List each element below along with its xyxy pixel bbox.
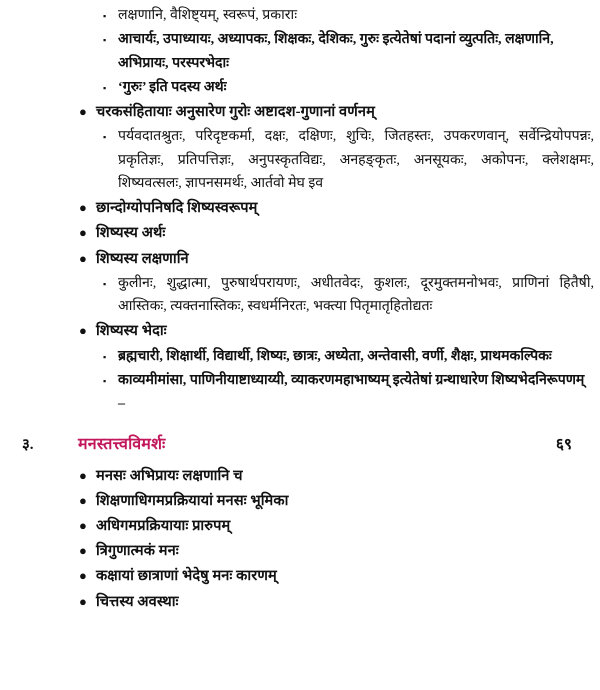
toc-entry[interactable]	[0, 4, 600, 27]
toc-entry-label: आचार्यः, उपाध्यायः, अध्यापकः, शिक्षकः, देशिकः, गुरुः इत्येतेषां पदानां व्युत्पतिः, लक्षणानि, अभिप्रायः, परस्परभेदाः	[118, 31, 554, 71]
section-title[interactable]: मनस्तत्त्वविमर्शः	[78, 435, 166, 453]
toc-entry-label: चित्तस्य अवस्थाः	[96, 593, 179, 610]
toc-entry[interactable]	[0, 76, 600, 99]
toc-entry[interactable]	[0, 345, 600, 368]
toc-entry[interactable]	[0, 247, 600, 271]
toc-entry[interactable]	[0, 221, 600, 245]
section-page-number: ६९	[555, 435, 572, 453]
square-bullet-icon: ▪	[103, 82, 107, 93]
square-bullet-icon: ▪	[103, 278, 107, 289]
toc-entry-label: शिष्यस्य लक्षणानि	[96, 250, 189, 267]
toc-entry-label: अधिगमप्रक्रियायाः प्रारुपम्	[96, 517, 231, 534]
toc-entry[interactable]	[0, 590, 600, 614]
section-number: ३.	[22, 436, 34, 453]
square-bullet-icon: ▪	[103, 375, 107, 386]
round-bullet-icon: ●	[79, 323, 87, 339]
toc-entry-label: पर्यवदातश्रुतः, परिदृष्टकर्मा, दक्षः, दक्षिणः, शुचिः, जितहस्तः, उपकरणवान्, सर्वेन्द्रियोपपन्नः, प्रकृतिज्ञः, प्रतिपत्तिज्ञः, अनुपस्कृतविद्यः, अनहङ्कृतः, अनसूयकः, अकोपनः, क्लेशक्षमः, शिष्यवत्सलः, ज्ञापनसमर्थः, आर्तवो मेघ इव	[118, 128, 594, 191]
toc-entry[interactable]	[0, 196, 600, 220]
toc-entry-label: शिष्यस्य भेदाः	[96, 323, 167, 340]
toc-entry-label: लक्षणानि, वैशिष्ट्यम्, स्वरूपं, प्रकाराः	[118, 7, 298, 23]
toc-entry-label: चरकसंहितायाः अनुसारेण गुरोः अष्टादश-गुणानां वर्णनम्	[96, 104, 375, 121]
toc-entry[interactable]	[0, 564, 600, 588]
toc-entry-label: ब्रह्मचारी, शिक्षार्थी, विद्यार्थी, शिष्यः, छात्रः, अध्येता, अन्तेवासी, वर्णी, शैक्षः, प्राथमकल्पिकः	[118, 347, 552, 364]
round-bullet-icon: ●	[79, 517, 87, 533]
continued-section-list	[0, 4, 600, 416]
toc-entry-label: कक्षायां छात्राणां भेदेषु मनः कारणम्	[96, 568, 277, 585]
toc-entry-label: काव्यमीमांसा, पाणिनीयाष्टाध्याय्यी, व्याकरणमहाभाष्यम् इत्येतेषां ग्रन्थाधारेण शिष्यभेदनिरूपणम् –	[118, 371, 585, 412]
section-heading-row[interactable]	[0, 432, 600, 458]
round-bullet-icon: ●	[79, 568, 87, 584]
toc-entry[interactable]	[0, 125, 600, 195]
toc-entry[interactable]	[0, 272, 600, 319]
toc-entry-label: मनसः अभिप्रायः लक्षणानि च	[96, 467, 243, 484]
toc-entry[interactable]	[0, 514, 600, 538]
toc-entry-label: त्रिगुणात्मकं मनः	[96, 543, 179, 560]
toc-entry[interactable]	[0, 319, 600, 343]
round-bullet-icon: ●	[79, 250, 87, 266]
round-bullet-icon: ●	[79, 543, 87, 559]
round-bullet-icon: ●	[79, 225, 87, 241]
round-bullet-icon: ●	[79, 467, 87, 483]
toc-entry[interactable]	[0, 369, 600, 416]
square-bullet-icon: ▪	[103, 35, 107, 46]
toc-entry-label: कुलीनः, शुद्धात्मा, पुरुषार्थपरायणः, अधीतवेदः, कुशलः, दूरमुक्तमनोभवः, प्राणिनां हितैषी, आस्तिकः, त्यक्तनास्तिकः, स्वधर्मनिरतः, भक्त्या पितृमातृहितोद्यतः	[118, 274, 594, 315]
toc-entry[interactable]	[0, 489, 600, 513]
round-bullet-icon: ●	[79, 104, 87, 120]
round-bullet-icon: ●	[79, 200, 87, 216]
round-bullet-icon: ●	[79, 492, 87, 508]
toc-entry[interactable]	[0, 539, 600, 563]
square-bullet-icon: ▪	[103, 132, 107, 143]
round-bullet-icon: ●	[79, 593, 87, 609]
toc-entry-label: शिष्यस्य अर्थः	[96, 225, 166, 242]
section-entry-list	[0, 464, 600, 614]
square-bullet-icon: ▪	[103, 351, 107, 362]
toc-entry[interactable]	[0, 28, 600, 75]
toc-entry[interactable]	[0, 464, 600, 488]
square-bullet-icon: ▪	[103, 11, 107, 21]
toc-entry-label: शिक्षणाधिगमप्रक्रियायां मनसः भूमिका	[96, 492, 289, 509]
toc-entry[interactable]	[0, 100, 600, 124]
toc-entry-label: ‘गुरुः’ इति पदस्य अर्थः	[118, 78, 227, 95]
toc-entry-label: छान्दोग्योपनिषदि शिष्यस्वरूपम्	[96, 200, 258, 217]
